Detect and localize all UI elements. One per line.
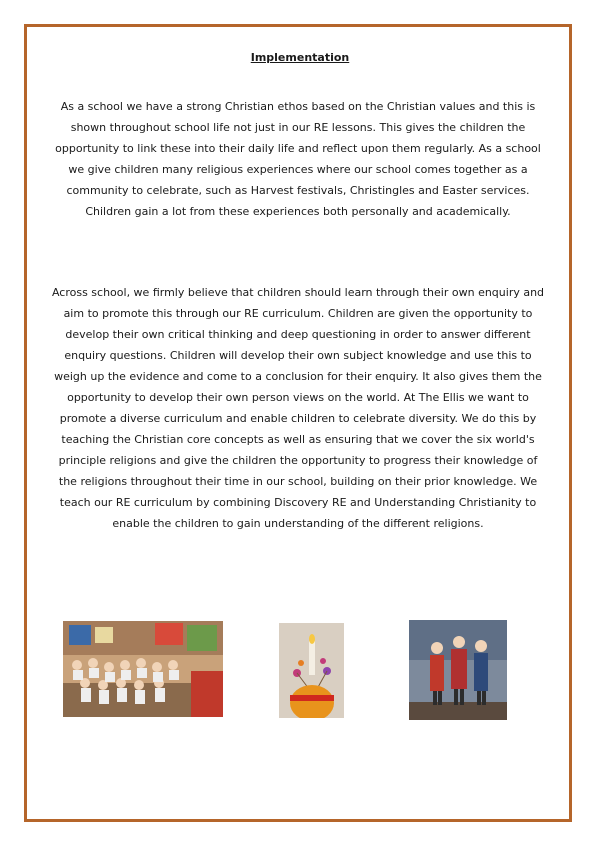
christingle-photo (279, 623, 344, 718)
section-heading: Implementation (250, 51, 350, 64)
classroom-group-photo (63, 621, 223, 717)
costume-children-photo (409, 620, 507, 720)
paragraph-enquiry-curriculum: Across school, we firmly believe that children should learn through their own enquiry and aim to promote this through our RE curriculum. Children are given the opportunity to develop their own critical thinking and deep questioning in order to answer different enquiry questions. Children will develop their own subject knowledge and use this to weigh up the evidence and come to a conclusion for their enquiry. It also gives them the opportunity to develop their own person views on the world. At The Ellis we want to promote a diverse curriculum and enable children to celebrate diversity. We do this by teaching the Christian core concepts as well as ensuring that we cover the six world's principle religions and give the children the opportunity to progress their knowledge of the religions throughout their time in our school, building on their prior knowledge. We teach our RE curriculum by combining Discovery RE and Understanding Christianity to enable the children to gain understanding of the different religions. (51, 286, 545, 530)
paragraph-christian-ethos: As a school we have a strong Christian ethos based on the Christian values and this is shown throughout school life not just in our RE lessons. This gives the children the opportunity to link these into their daily life and reflect upon them regularly. As a school we give children many religious experiences where our school comes together as a community to celebrate, such as Harvest festivals, Christingles and Easter services. Children gain a lot from these experiences both personally and academically. (55, 100, 541, 218)
